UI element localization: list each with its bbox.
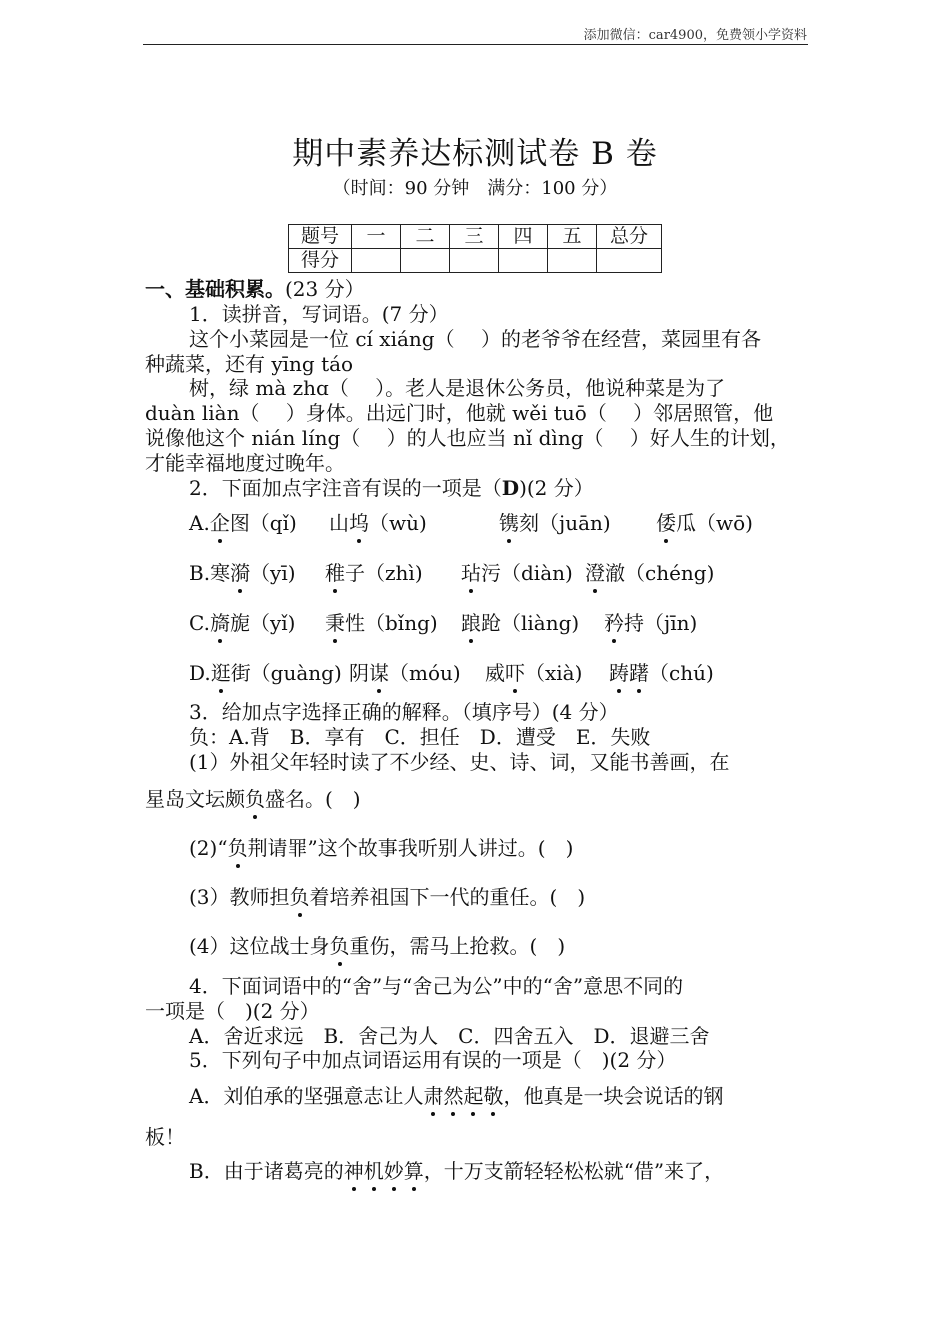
option-item <box>656 510 753 536</box>
score-blank <box>401 249 450 273</box>
q5-prompt: 5．下列句子中加点词语运用有误的一项是（ )(2 分） <box>189 1048 677 1072</box>
score-blank <box>352 249 401 273</box>
option-rest: （yī) <box>250 561 296 585</box>
option-rest: 持（jīn) <box>624 611 698 635</box>
q3-sentence-2 <box>189 835 573 861</box>
option-item <box>585 560 714 586</box>
q3-sentence-1-cont <box>145 786 361 812</box>
score-cell: 得分 <box>289 249 352 273</box>
dotted-char: 踌 <box>609 661 629 685</box>
option-rest: 性（bǐng) <box>345 611 438 635</box>
dotted-char: 漪 <box>230 561 251 585</box>
q2-prompt <box>189 475 594 501</box>
q2-option-b <box>189 560 714 586</box>
option-item <box>329 510 499 536</box>
section-heading-text: 一、基础积累。 <box>145 277 285 301</box>
dotted-char: 起 <box>463 1084 484 1108</box>
score-blank <box>548 249 597 273</box>
text: 星岛文坛颇 <box>145 787 245 811</box>
dotted-char: 矜 <box>604 611 624 635</box>
dotted-char: 澄 <box>585 561 605 585</box>
option-item <box>485 660 609 686</box>
option-label: B. <box>189 561 211 585</box>
text: (3）教师担 <box>189 885 290 909</box>
q5-option-a <box>189 1083 723 1109</box>
text: 盛名。( ) <box>265 787 361 811</box>
score-cell: 四 <box>499 225 548 249</box>
q2-prompt-post: )(2 分） <box>519 476 594 500</box>
q4-prompt: 4．下面词语中的“舍”与“舍己为公”中的“舍”意思不同的 <box>189 974 684 998</box>
text: (2)“ <box>189 836 228 860</box>
q1-line: 种蔬菜，还有 yīng táo <box>145 352 354 376</box>
exam-subtitle: （时间：90 分钟 满分：100 分） <box>332 178 618 199</box>
score-table <box>288 224 662 273</box>
q2-option-a <box>189 510 753 536</box>
dotted-char: 然 <box>443 1084 464 1108</box>
dotted-char: 吓 <box>505 661 525 685</box>
option-rest: 子（zhì) <box>345 561 423 585</box>
option-item <box>499 510 656 536</box>
option-rest: （wù) <box>369 511 427 535</box>
option-rest: 旎（yǐ) <box>229 611 296 635</box>
dotted-char: 妙 <box>383 1159 404 1183</box>
option-pre: 山 <box>329 511 349 535</box>
option-label: D. <box>189 661 211 685</box>
dotted-char: 负 <box>329 934 350 958</box>
q3-prompt: 3．给加点字选择正确的解释。（填序号）(4 分） <box>189 700 619 724</box>
dotted-char: 负 <box>289 885 310 909</box>
option-item <box>609 660 714 686</box>
score-blank <box>450 249 499 273</box>
text: (4）这位战士身 <box>189 934 330 958</box>
score-cell: 三 <box>450 225 499 249</box>
dotted-word <box>344 1159 424 1183</box>
dotted-word <box>423 1084 503 1108</box>
dotted-char: 谋 <box>369 661 389 685</box>
q1-line: 说像他这个 nián líng（ ）的人也应当 nǐ dìng（ ）好人生的计划， <box>145 426 790 450</box>
dotted-char <box>344 1159 424 1183</box>
option-rest: （xià) <box>525 661 583 685</box>
option-rest: 街（guàng) <box>230 661 342 685</box>
dotted-char: 躇 <box>629 661 649 685</box>
dotted-char <box>609 661 649 685</box>
option-rest: 污（diàn) <box>481 561 573 585</box>
option-item <box>461 560 585 586</box>
option-item <box>604 610 697 636</box>
q1-prompt: 1．读拼音，写词语。(7 分） <box>189 302 449 326</box>
text: ，他真是一块会说话的钢 <box>503 1084 724 1108</box>
text: 荆请罪”这个故事我听别人讲过。( ) <box>247 836 574 860</box>
score-cell: 题号 <box>289 225 352 249</box>
option-item <box>325 560 461 586</box>
q1-line: duàn liàn（ ）身体。出远门时，他就 wěi tuō（ ）邻居照管，他 <box>145 401 774 425</box>
exam-title: 期中素养达标测试卷 B 卷 <box>292 136 658 172</box>
section-heading <box>145 276 365 302</box>
dotted-char: 逛 <box>210 661 231 685</box>
option-rest: 刻（juān) <box>519 511 611 535</box>
text: 重伤，需马上抢救。( ) <box>349 934 566 958</box>
dotted-char: 负 <box>245 787 265 811</box>
option-label: A. <box>189 511 210 535</box>
text: A．刘伯承的坚强意志让人 <box>189 1084 424 1108</box>
score-cell: 五 <box>548 225 597 249</box>
q3-sentence-1: (1）外祖父年轻时读了不少经、史、诗、词，又能书善画，在 <box>189 750 730 774</box>
text: B．由于诸葛亮的 <box>189 1159 344 1183</box>
dotted-char: 玷 <box>461 561 481 585</box>
q1-line: 才能幸福地度过晚年。 <box>145 451 345 475</box>
option-item <box>189 510 329 536</box>
dotted-char: 旖 <box>209 611 230 635</box>
dotted-char: 倭 <box>656 511 676 535</box>
option-pre: 威 <box>485 661 505 685</box>
dotted-char: 踉 <box>461 611 481 635</box>
option-item <box>325 610 461 636</box>
text: ，十万支箭轻轻松松就“借”来了， <box>423 1159 725 1183</box>
option-item <box>189 560 325 586</box>
q3-choices: 负：A.背 B．享有 C．担任 D．遭受 E．失败 <box>189 725 651 749</box>
option-rest: 图（qǐ) <box>229 511 297 535</box>
option-rest: 澈（chéng) <box>605 561 715 585</box>
q4-prompt-cont: 一项是（ )(2 分） <box>145 999 320 1023</box>
score-table-header-row <box>289 225 662 249</box>
option-rest: （móu) <box>389 661 461 685</box>
score-cell: 一 <box>352 225 401 249</box>
option-rest: 跄（liàng) <box>481 611 580 635</box>
score-cell: 总分 <box>597 225 662 249</box>
header-note: 添加微信：car4900，免费领小学资料 <box>583 28 807 43</box>
q5-option-a-cont: 板！ <box>145 1125 185 1149</box>
q3-sentence-4 <box>189 933 565 959</box>
section-points: (23 分） <box>285 277 365 301</box>
dotted-char: 镌 <box>499 511 519 535</box>
option-rest: 瓜（wō) <box>676 511 753 535</box>
q1-line: 这个小菜园是一位 cí xiáng（ ）的老爷爷在经营，菜园里有各 <box>189 327 761 351</box>
option-pre: 阴 <box>349 661 369 685</box>
dotted-char: 算 <box>403 1159 424 1183</box>
option-label: C. <box>189 611 210 635</box>
dotted-char: 敬 <box>483 1084 504 1108</box>
option-item <box>349 660 485 686</box>
q4-options: A．舍近求远 B．舍己为人 C．四舍五入 D．退避三舍 <box>189 1024 710 1048</box>
dotted-char: 负 <box>227 836 248 860</box>
dotted-char: 机 <box>363 1159 384 1183</box>
dotted-char <box>423 1084 503 1108</box>
option-pre: 寒 <box>210 561 231 585</box>
score-blank <box>499 249 548 273</box>
option-rest: （chú) <box>649 661 714 685</box>
header-rule <box>143 44 808 45</box>
text: 着培养祖国下一代的重任。( ) <box>309 885 586 909</box>
option-item <box>189 660 349 686</box>
score-blank <box>597 249 662 273</box>
q2-prompt-pre: 2．下面加点字注音有误的一项是（ <box>189 476 502 500</box>
score-table-score-row <box>289 249 662 273</box>
q2-option-d <box>189 660 714 686</box>
dotted-char: 企 <box>209 511 230 535</box>
option-item <box>461 610 604 636</box>
q1-line: 树，绿 mà zhɑ（ ）。老人是退休公务员，他说种菜是为了 <box>189 376 726 400</box>
q3-sentence-3 <box>189 884 585 910</box>
score-cell: 二 <box>401 225 450 249</box>
dotted-char: 秉 <box>325 611 345 635</box>
q5-option-b <box>189 1158 724 1184</box>
q2-option-c <box>189 610 697 636</box>
option-item <box>189 610 325 636</box>
dotted-char: 稚 <box>325 561 345 585</box>
q2-answer: D <box>501 476 520 500</box>
dotted-char: 坞 <box>349 511 369 535</box>
dotted-char: 神 <box>343 1159 364 1183</box>
dotted-char: 肃 <box>423 1084 444 1108</box>
